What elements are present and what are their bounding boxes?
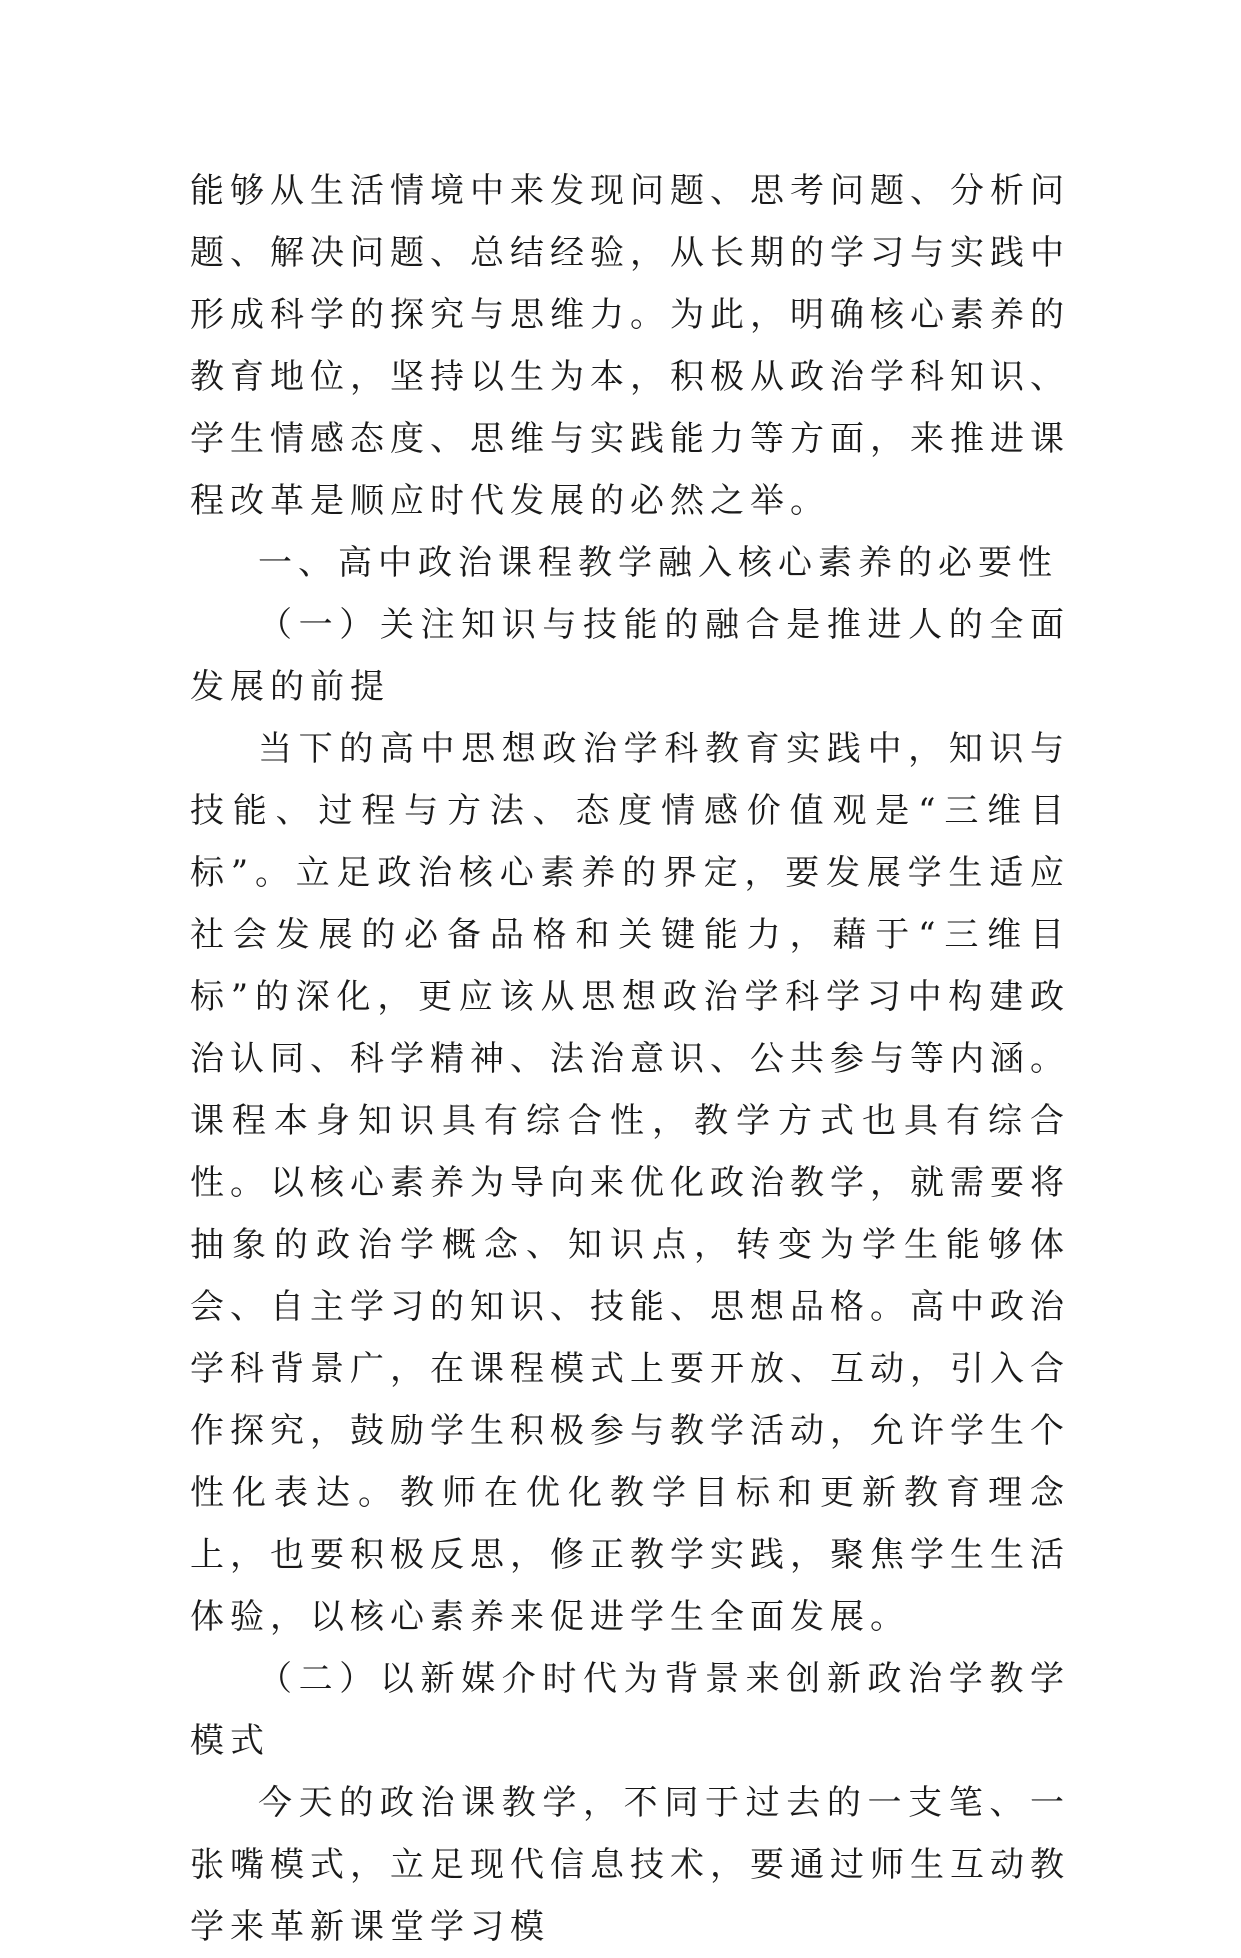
section-heading-1: 一、高中政治课程教学融入核心素养的必要性 — [258, 543, 1058, 583]
subsection-heading-1: （一）关注知识与技能的融合是推进人的全面发展的前提 — [190, 605, 1070, 707]
subsection-heading-2: （二）以新媒介时代为背景来创新政治学教学模式 — [190, 1659, 1070, 1761]
paragraph-body-1: 当下的高中思想政治学科教育实践中，知识与技能、过程与方法、态度情感价值观是“三维目标”。立足政治核心素养的界定，要发展学生适应社会发展的必备品格和关键能力，藉于“三维目标”的深化，更应该从思想政治学科学习中构建政治认同、科学精神、法治意识、公共参与等内涵。课程本身知识具有综合性，教学方式也具有综合性。以核心素养为导向来优化政治教学，就需要将抽象的政治学概念、知识点，转变为学生能够体会、自主学习的知识、技能、思想品格。高中政治学科背景广，在课程模式上要开放、互动，引入合作探究，鼓励学生积极参与教学活动，允许学生个性化表达。教师在优化教学目标和更新教育理念上，也要积极反思，修正教学实践，聚焦学生生活体验，以核心素养来促进学生全面发展。 — [190, 729, 1070, 1637]
document-body — [190, 160, 1070, 1958]
paragraph-body-2: 今天的政治课教学，不同于过去的一支笔、一张嘴模式，立足现代信息技术，要通过师生互动教学来革新课堂学习模 — [190, 1783, 1070, 1947]
paragraph-intro-continuation: 能够从生活情境中来发现问题、思考问题、分析问题、解决问题、总结经验，从长期的学习与实践中形成科学的探究与思维力。为此，明确核心素养的教育地位，坚持以生为本，积极从政治学科知识、学生情感态度、思维与实践能力等方面，来推进课程改革是顺应时代发展的必然之举。 — [190, 171, 1070, 521]
